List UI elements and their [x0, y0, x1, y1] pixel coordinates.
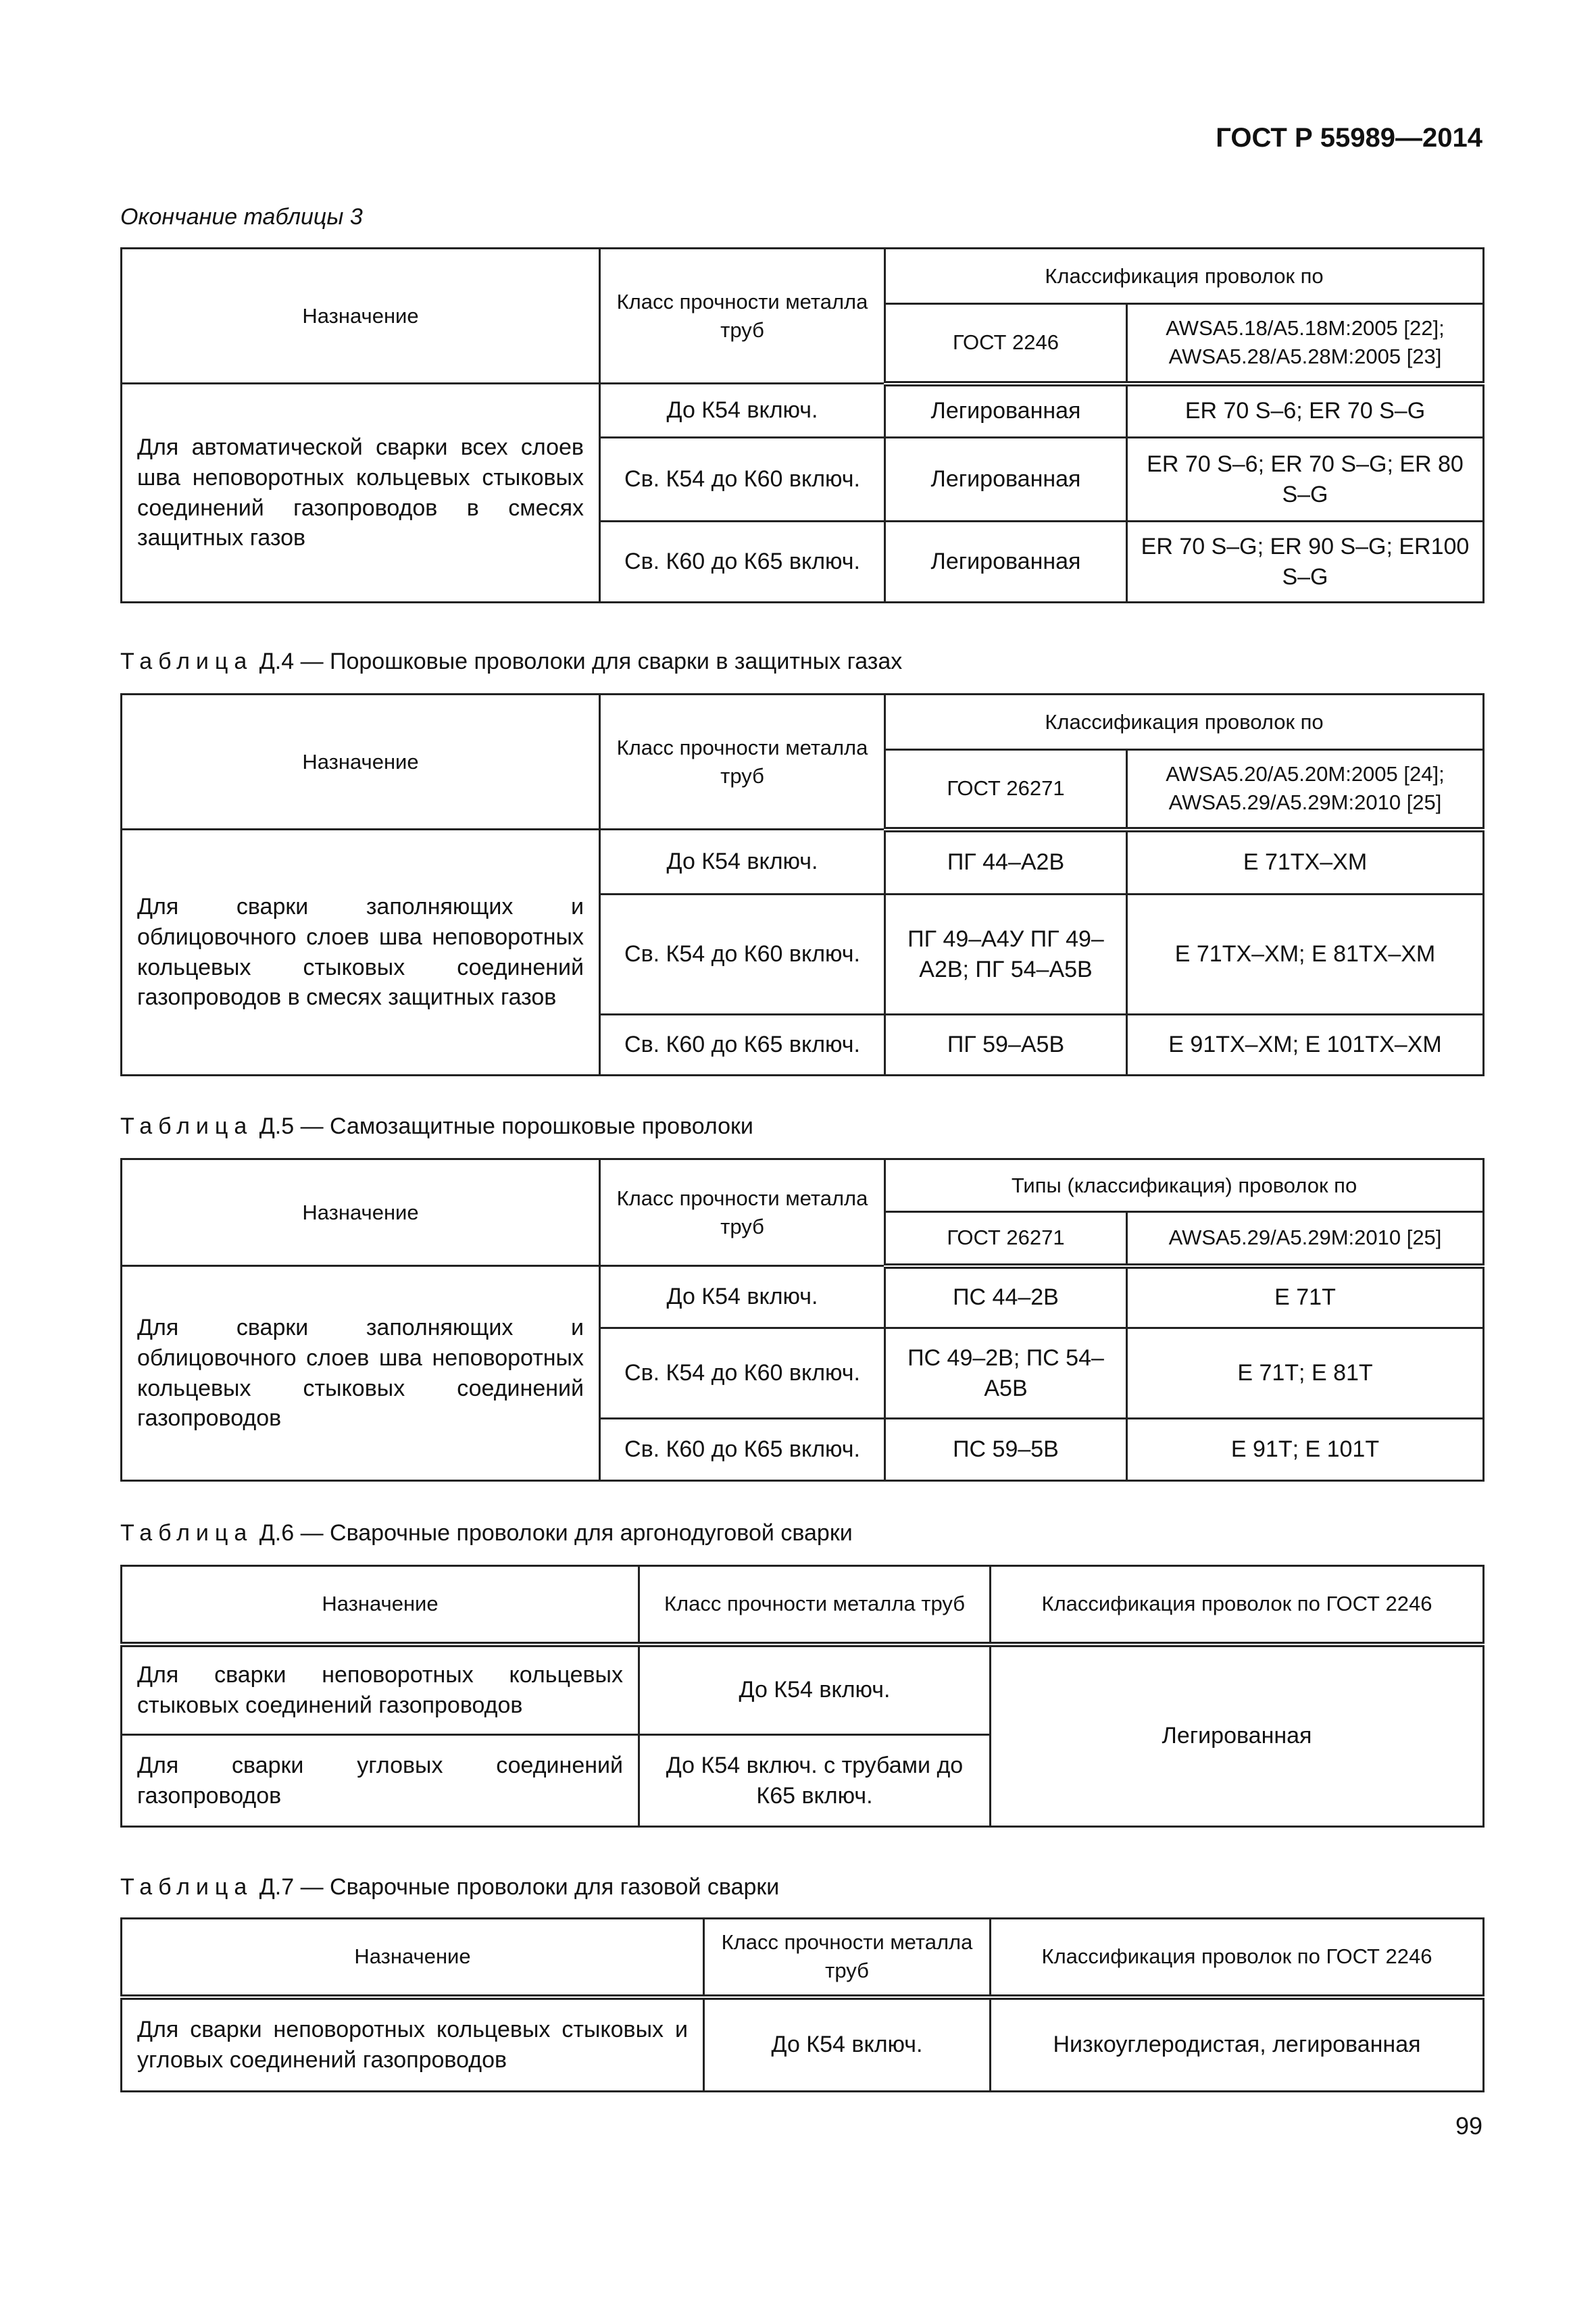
table-d6-purpose: Для сварки угловых соединений газопроводов — [122, 1735, 639, 1827]
table-d5-cell: Е 71Т — [1127, 1266, 1484, 1328]
table-d4-header-class: Класс прочности металла труб — [600, 695, 885, 830]
table-d4-header-classification: Классификация проволок по — [885, 695, 1484, 750]
table-d5-cell: Св. К60 до К65 включ. — [600, 1419, 885, 1481]
table-3-cell: ER 70 S–6; ER 70 S–G; ER 80 S–G — [1127, 438, 1484, 522]
page-number: 99 — [1455, 2112, 1482, 2140]
table-d5-header-classification: Типы (классификация) проволок по — [885, 1159, 1484, 1212]
table-d6-cell: До К54 включ. с трубами до К65 включ. — [639, 1735, 991, 1827]
table-3-cell: Св. К54 до К60 включ. — [600, 438, 885, 522]
table-d4-cell: ПГ 59–А5В — [885, 1015, 1127, 1076]
table-3-purpose: Для автоматической сварки всех слоев шва неповоротных кольцевых стыковых соединений газопроводов в смесях защитных газов — [122, 384, 600, 603]
table-d7 — [120, 1917, 1485, 2092]
table-d4-cell: ПГ 49–А4У ПГ 49–А2В; ПГ 54–А5В — [885, 895, 1127, 1015]
table-3-header-class: Класс прочности металла труб — [600, 249, 885, 384]
table-d5-cell: До К54 включ. — [600, 1266, 885, 1328]
table-d5-cell: ПС 59–5В — [885, 1419, 1127, 1481]
table-d6 — [120, 1565, 1485, 1828]
table-d5-cell: Е 91Т; Е 101Т — [1127, 1419, 1484, 1481]
table-d6-cell: До К54 включ. — [639, 1644, 991, 1735]
table-3 — [120, 247, 1485, 603]
table-d5-caption: Таблица Д.5 — Самозащитные порошковые проволоки — [120, 1113, 753, 1139]
table-3-header-classification: Классификация проволок по — [885, 249, 1484, 304]
table-d6-classification-value: Легированная — [991, 1644, 1484, 1827]
table-3-cell: ER 70 S–G; ER 90 S–G; ER100 S–G — [1127, 522, 1484, 603]
document-header: ГОСТ Р 55989—2014 — [1216, 123, 1482, 153]
table-d4-cell: Св. К60 до К65 включ. — [600, 1015, 885, 1076]
table-d7-purpose: Для сварки неповоротных кольцевых стыковых и угловых соединений газопроводов — [122, 1997, 704, 2092]
table-3-cell: До К54 включ. — [600, 384, 885, 438]
table-3-cell: Св. К60 до К65 включ. — [600, 522, 885, 603]
table-d4 — [120, 693, 1485, 1076]
table-d4-cell: Е 71ТХ–ХМ — [1127, 830, 1484, 895]
table-d4-caption: Таблица Д.4 — Порошковые проволоки для сварки в защитных газах — [120, 649, 903, 674]
table-3-cell: Легированная — [885, 438, 1127, 522]
table-d4-cell: До К54 включ. — [600, 830, 885, 895]
table-d5-cell: Е 71Т; Е 81Т — [1127, 1328, 1484, 1419]
table-d4-cell: Св. К54 до К60 включ. — [600, 895, 885, 1015]
table-d7-header-purpose: Назначение — [122, 1919, 704, 1997]
table-d6-caption: Таблица Д.6 — Сварочные проволоки для аргонодуговой сварки — [120, 1520, 853, 1546]
table-d7-caption: Таблица Д.7 — Сварочные проволоки для газовой сварки — [120, 1874, 780, 1900]
table-d6-purpose: Для сварки неповоротных кольцевых стыковых соединений газопроводов — [122, 1644, 639, 1735]
table-d4-header-gost: ГОСТ 26271 — [885, 750, 1127, 830]
table-d5-header-gost: ГОСТ 26271 — [885, 1212, 1127, 1266]
table-d7-header-classification: Классификация проволок по ГОСТ 2246 — [991, 1919, 1484, 1997]
table-3-cell: Легированная — [885, 384, 1127, 438]
table-d4-cell: Е 91ТХ–ХМ; Е 101ТХ–ХМ — [1127, 1015, 1484, 1076]
table-3-caption: Окончание таблицы 3 — [120, 204, 363, 230]
table-d5-cell: ПС 49–2В; ПС 54–А5В — [885, 1328, 1127, 1419]
table-d5 — [120, 1158, 1485, 1482]
table-d4-cell: ПГ 44–А2В — [885, 830, 1127, 895]
table-d6-header-classification: Классификация проволок по ГОСТ 2246 — [991, 1566, 1484, 1644]
table-d5-cell: ПС 44–2В — [885, 1266, 1127, 1328]
table-d4-header-aws: AWSA5.20/A5.20M:2005 [24]; AWSA5.29/A5.29M:2010 [25] — [1127, 750, 1484, 830]
table-3-header-purpose: Назначение — [122, 249, 600, 384]
table-3-cell: ER 70 S–6; ER 70 S–G — [1127, 384, 1484, 438]
table-3-header-aws: AWSA5.18/A5.18M:2005 [22]; AWSA5.28/A5.28M:2005 [23] — [1127, 304, 1484, 384]
table-d4-header-purpose: Назначение — [122, 695, 600, 830]
table-d7-cell: До К54 включ. — [704, 1997, 991, 2092]
table-d5-header-aws: AWSA5.29/A5.29M:2010 [25] — [1127, 1212, 1484, 1266]
table-d6-header-class: Класс прочности металла труб — [639, 1566, 991, 1644]
table-3-header-gost: ГОСТ 2246 — [885, 304, 1127, 384]
table-d7-classification-value: Низкоуглеродистая, легированная — [991, 1997, 1484, 2092]
table-d7-header-class: Класс прочности металла труб — [704, 1919, 991, 1997]
table-3-cell: Легированная — [885, 522, 1127, 603]
table-d5-header-purpose: Назначение — [122, 1159, 600, 1266]
table-d5-purpose: Для сварки заполняющих и облицовочного слоев шва неповоротных кольцевых стыковых соединений газопроводов — [122, 1266, 600, 1481]
table-d4-cell: Е 71ТХ–ХМ; Е 81ТХ–ХМ — [1127, 895, 1484, 1015]
table-d4-purpose: Для сварки заполняющих и облицовочного слоев шва неповоротных кольцевых стыковых соединений газопроводов в смесях защитных газов — [122, 830, 600, 1076]
table-d6-header-purpose: Назначение — [122, 1566, 639, 1644]
table-d5-cell: Св. К54 до К60 включ. — [600, 1328, 885, 1419]
table-d5-header-class: Класс прочности металла труб — [600, 1159, 885, 1266]
